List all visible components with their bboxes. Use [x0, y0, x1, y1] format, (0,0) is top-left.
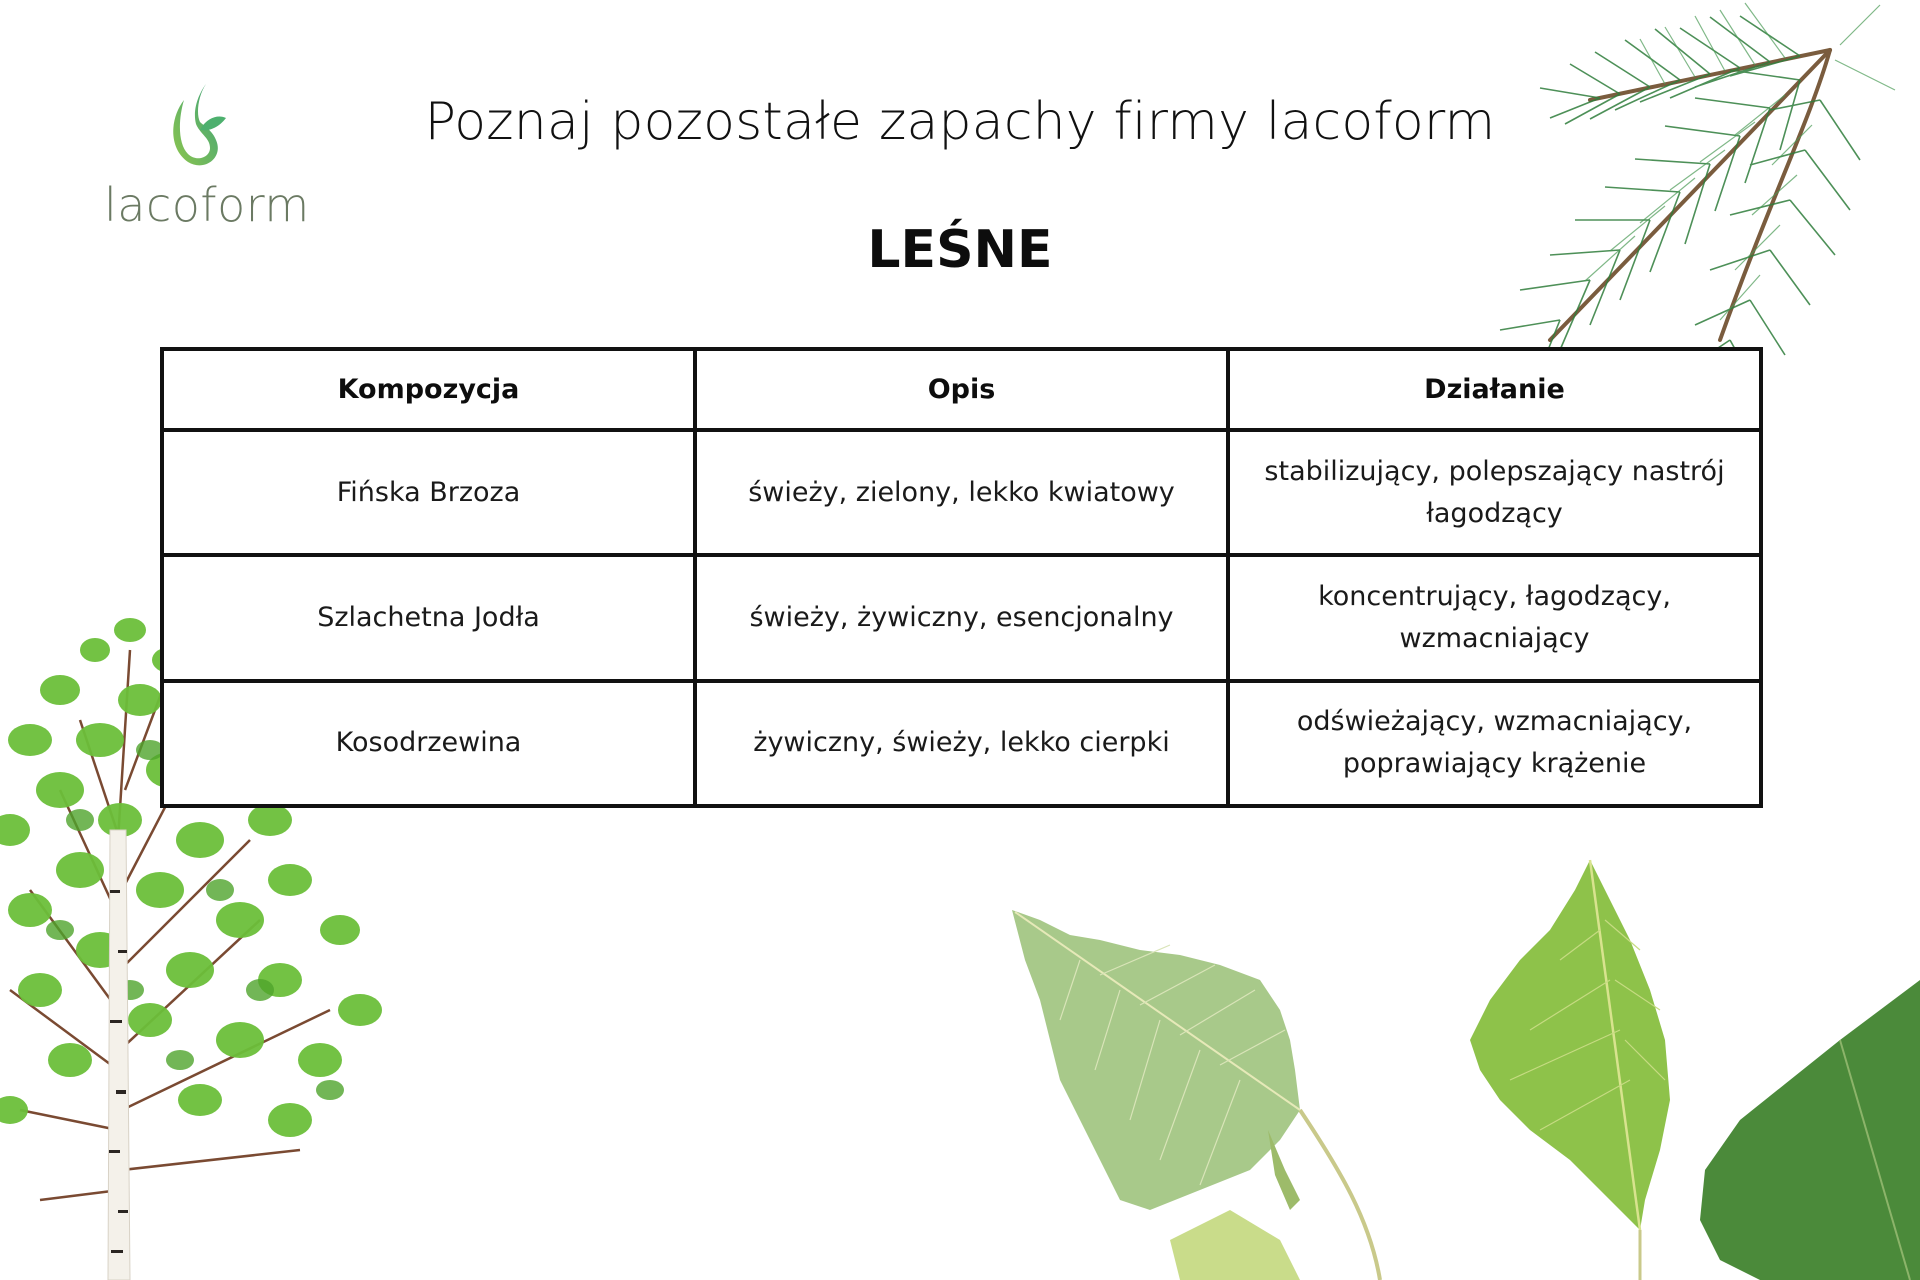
column-header-dzialanie: Działanie	[1228, 349, 1761, 430]
table-row	[162, 681, 1761, 806]
column-header-opis: Opis	[695, 349, 1228, 430]
cell-opis: świeży, zielony, lekko kwiatowy	[695, 430, 1228, 555]
page-title: Poznaj pozostałe zapachy firmy lacoform	[424, 92, 1496, 152]
brand-name: lacoform	[104, 178, 310, 232]
cell-kompozycja: Kosodrzewina	[162, 681, 695, 806]
pine-branch-icon	[1440, 0, 1920, 400]
cell-kompozycja: Fińska Brzoza	[162, 430, 695, 555]
column-header-kompozycja: Kompozycja	[162, 349, 695, 430]
table-header-row	[162, 349, 1761, 430]
cell-dzialanie: odświeżający, wzmacniający, poprawiający krążenie	[1228, 681, 1761, 806]
cell-kompozycja: Szlachetna Jodła	[162, 555, 695, 680]
cell-opis: żywiczny, świeży, lekko cierpki	[695, 681, 1228, 806]
table-row	[162, 555, 1761, 680]
cell-dzialanie: stabilizujący, polepszający nastrój łagodzący	[1228, 430, 1761, 555]
fragrance-table	[160, 347, 1763, 808]
cell-opis: świeży, żywiczny, esencjonalny	[695, 555, 1228, 680]
cell-dzialanie: koncentrujący, łagodzący, wzmacniający	[1228, 555, 1761, 680]
section-title: LEŚNE	[867, 220, 1053, 280]
birch-leaves-icon	[1000, 840, 1920, 1280]
table-row	[162, 430, 1761, 555]
